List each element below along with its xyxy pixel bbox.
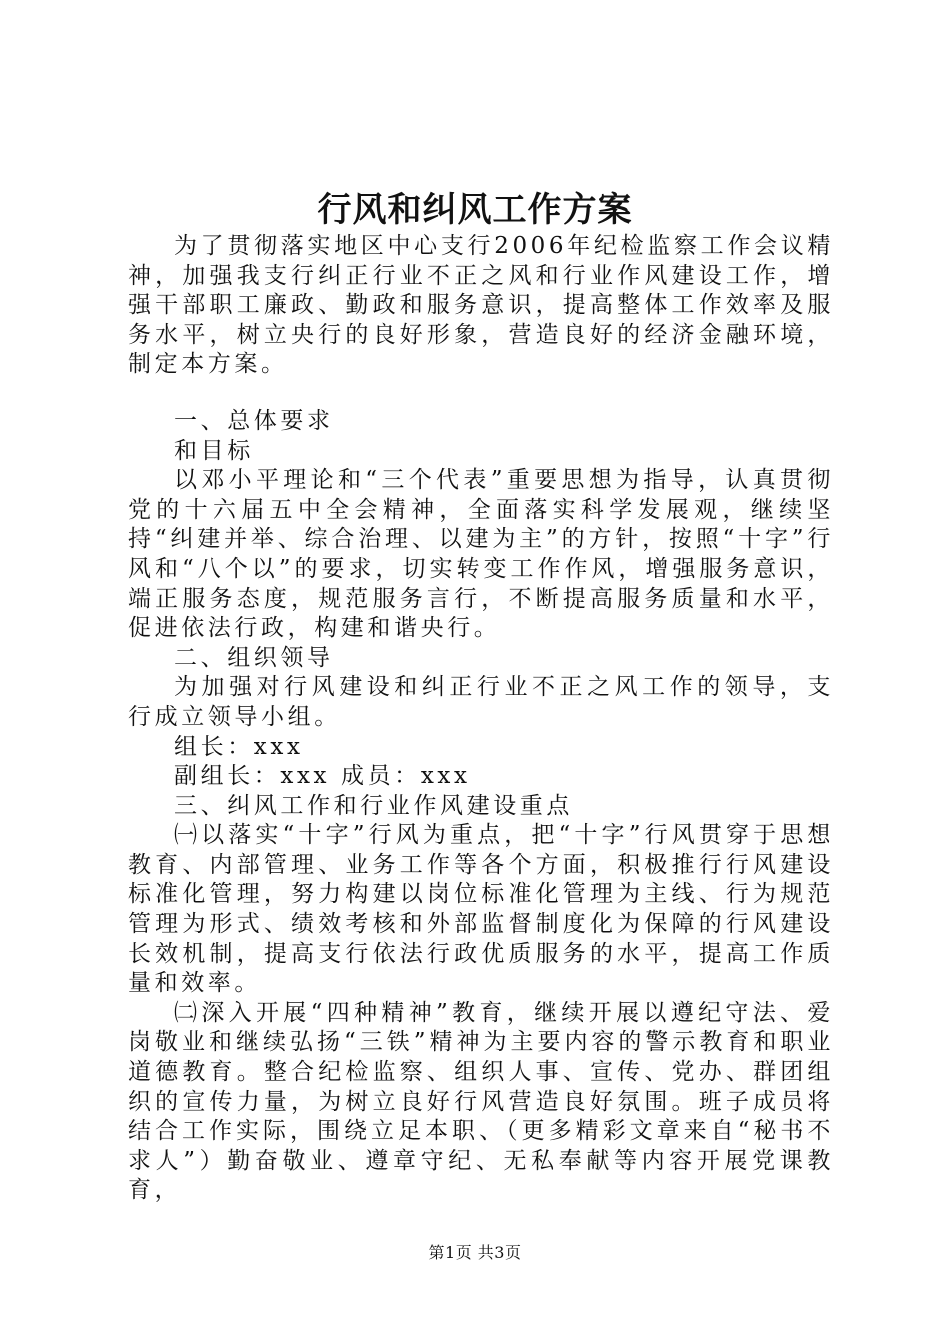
body-paragraph: ㈠以落实“十字”行风为重点，把“十字”行风贯穿于思想教育、内部管理、业务工作等各个方面，积极推行行风建设标准化管理，努力构建以岗位标准化管理为主线、行为规范管理为形式、绩效考核和外部监督制度化为保障的行风建设长效机制，提高支行依法行政优质服务的水平，提高工作质量和效率。: [128, 822, 834, 997]
body-paragraph: ㈡深入开展“四种精神”教育，继续开展以遵纪守法、爱岗敬业和继续弘扬“三铁”精神为主要内容的警示教育和职业道德教育。整合纪检监察、组织人事、宣传、党办、群团组织的宣传力量，为树立良好行风营造良好氛围。班子成员将结合工作实际，围绕立足本职、（更多精彩文章来自“秘书不求人”）勤奋敬业、遵章守纪、无私奉献等内容开展党课教育，: [128, 999, 834, 1204]
leader-line: 组长：xxx: [174, 733, 304, 760]
deputy-members-line: 副组长：xxx 成员：xxx: [174, 763, 471, 790]
document-title: 行风和纠风工作方案: [317, 190, 633, 230]
intro-paragraph: 为了贯彻落实地区中心支行2006年纪检监察工作会议精神，加强我支行纠正行业不正之风和行业作风建设工作，增强干部职工廉政、勤政和服务意识，提高整体工作效率及服务水平，树立央行的良好形象，营造良好的经济金融环境，制定本方案。: [128, 233, 834, 378]
section-heading-1-continued: 和目标: [174, 437, 254, 464]
section-heading-3: 三、纠风工作和行业作风建设重点: [174, 792, 573, 819]
section-heading-2: 二、组织领导: [174, 644, 334, 671]
document-body: [128, 232, 834, 1206]
section-heading-1: 一、总体要求: [174, 407, 334, 434]
page-footer: 第1页 共3页: [428, 1243, 522, 1262]
body-paragraph: 为加强对行风建设和纠正行业不正之风工作的领导，支行成立领导小组。: [128, 674, 834, 730]
body-paragraph: 以邓小平理论和“三个代表”重要思想为指导，认真贯彻党的十六届五中全会精神，全面落实科学发展观，继续坚持“纠建并举、综合治理、以建为主”的方针，按照“十字”行风和“八个以”的要求，切实转变工作作风，增强服务意识，端正服务态度，规范服务言行，不断提高服务质量和水平，促进依法行政，构建和谐央行。: [128, 467, 834, 642]
